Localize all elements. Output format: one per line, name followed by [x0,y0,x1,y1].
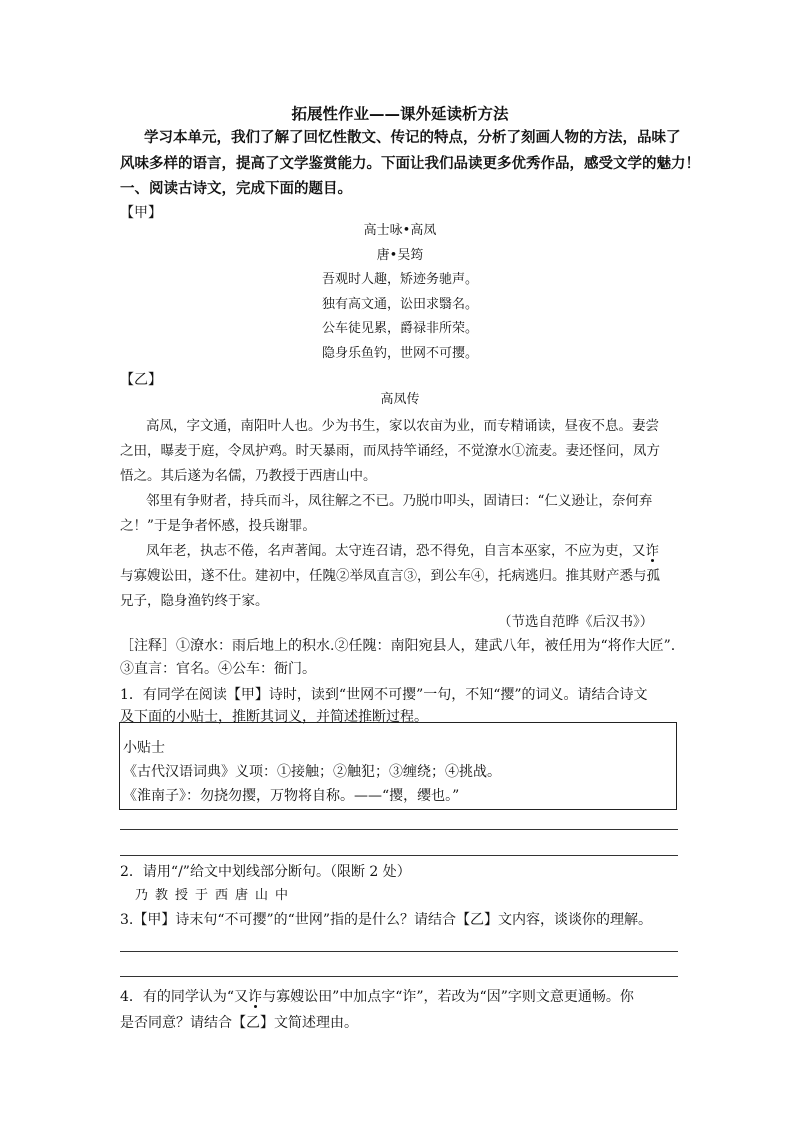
essay-paragraph-line: 邻里有争财者，持兵而斗，凤往解之不已。乃脱巾叩头，固请曰：“仁义逊让，奈何弃 [146,493,653,509]
question-4-line: 是否同意？请结合【乙】文简述理由。 [120,1015,358,1031]
passage-jia-label: 【甲】 [120,205,162,221]
source-citation: （节选自范晔《后汉书》） [498,614,654,630]
tips-title: 小贴士 [123,740,165,756]
essay-paragraph-line: 之！”于是争者怀感，投兵谢罪。 [120,518,316,534]
answer-line[interactable] [120,976,678,977]
tips-line: 《淮南子》：勿挠勿撄，万物将自称。——“撄，缨也。” [123,788,460,804]
intro-line-1: 学习本单元，我们了解了回忆性散文、传记的特点，分析了刻画人物的方法，品味了 [144,130,681,146]
page-title: 拓展性作业——课外延读析方法 [291,105,509,123]
answer-line[interactable] [120,855,678,856]
question-3: 3.【甲】诗末句“不可撄”的“世网”指的是什么？请结合【乙】文内容，谈谈你的理解。 [120,912,652,928]
question-4-line [120,987,634,1007]
poem-line: 独有高文通，讼田求翳名。 [321,297,478,312]
poem-line: 隐身乐鱼钓，世网不可撄。 [321,346,478,361]
question-1-line: 及下面的小贴士，推断其词义，并简述推断过程。 [120,709,428,725]
tips-line: 《古代汉语词典》义项：①接触；②触犯；③缠绕；④挑战。 [123,764,501,780]
essay-paragraph-line: 兄子，隐身渔钓终于家。 [120,593,269,609]
poem-line: 公车徒见累，爵禄非所荣。 [321,321,478,336]
poem-line: 吾观时人趣，矫迹务驰声。 [321,272,478,287]
intro-line-2: 风味多样的语言，提高了文学鉴赏能力。下面让我们品读更多优秀作品，感受文学的魅力！ [120,156,700,172]
notes-line: ［注释］①潦水：雨后地上的积水.②任隗：南阳宛县人，建武八年，被任用为“将作大匠”. [120,638,676,654]
essay-paragraph-line: 高凤，字文通，南阳叶人也。少为书生，家以农亩为业，而专精诵读，昼夜不息。妻尝 [146,418,659,434]
essay-paragraph-line: 悟之。其后遂为名儒，乃教授于西唐山中。 [120,468,377,484]
answer-line[interactable] [120,829,678,830]
segmentation-text[interactable]: 乃教授于西唐山中 [135,888,296,903]
question-1-line: 1．有同学在阅读【甲】诗时，读到“世网不可撄”一句，不知“撄”的词义。请结合诗文 [120,687,648,703]
essay-paragraph-line: 之田，曝麦于庭，令凤护鸡。时天暴雨，而凤持竿诵经，不觉潦水①流麦。妻还怪问，凤方 [120,443,660,459]
question-text: 与寡嫂讼田”中加点字“诈”，若改为“因”字则文意更通畅。你 [262,989,634,1005]
question-2: 2．请用“/”给文中划线部分断句。（限断 2 处） [120,864,411,880]
dotted-character: 诈 [645,543,659,559]
poem-author: 唐•吴筠 [376,248,424,263]
essay-paragraph-line: 与寡嫂讼田，遂不仕。建初中，任隗②举凤直言③，到公车④，托病逃归。推其财产悉与孤 [120,568,660,584]
section-heading: 一、阅读古诗文，完成下面的题目。 [120,181,352,197]
essay-paragraph-line [146,541,659,561]
dotted-character: 诈 [248,989,263,1005]
question-text: 4．有的同学认为“又 [120,989,249,1005]
notes-line: ③直言：官名。④公车：衙门。 [120,661,316,677]
essay-title: 高凤传 [380,392,420,407]
passage-yi-label: 【乙】 [120,372,162,388]
poem-title: 高士咏•高凤 [363,223,437,238]
answer-line[interactable] [120,951,678,952]
essay-text: 凤年老，执志不倦，名声著闻。太守连召请，恐不得免，自言本巫家，不应为吏，又 [146,543,646,559]
